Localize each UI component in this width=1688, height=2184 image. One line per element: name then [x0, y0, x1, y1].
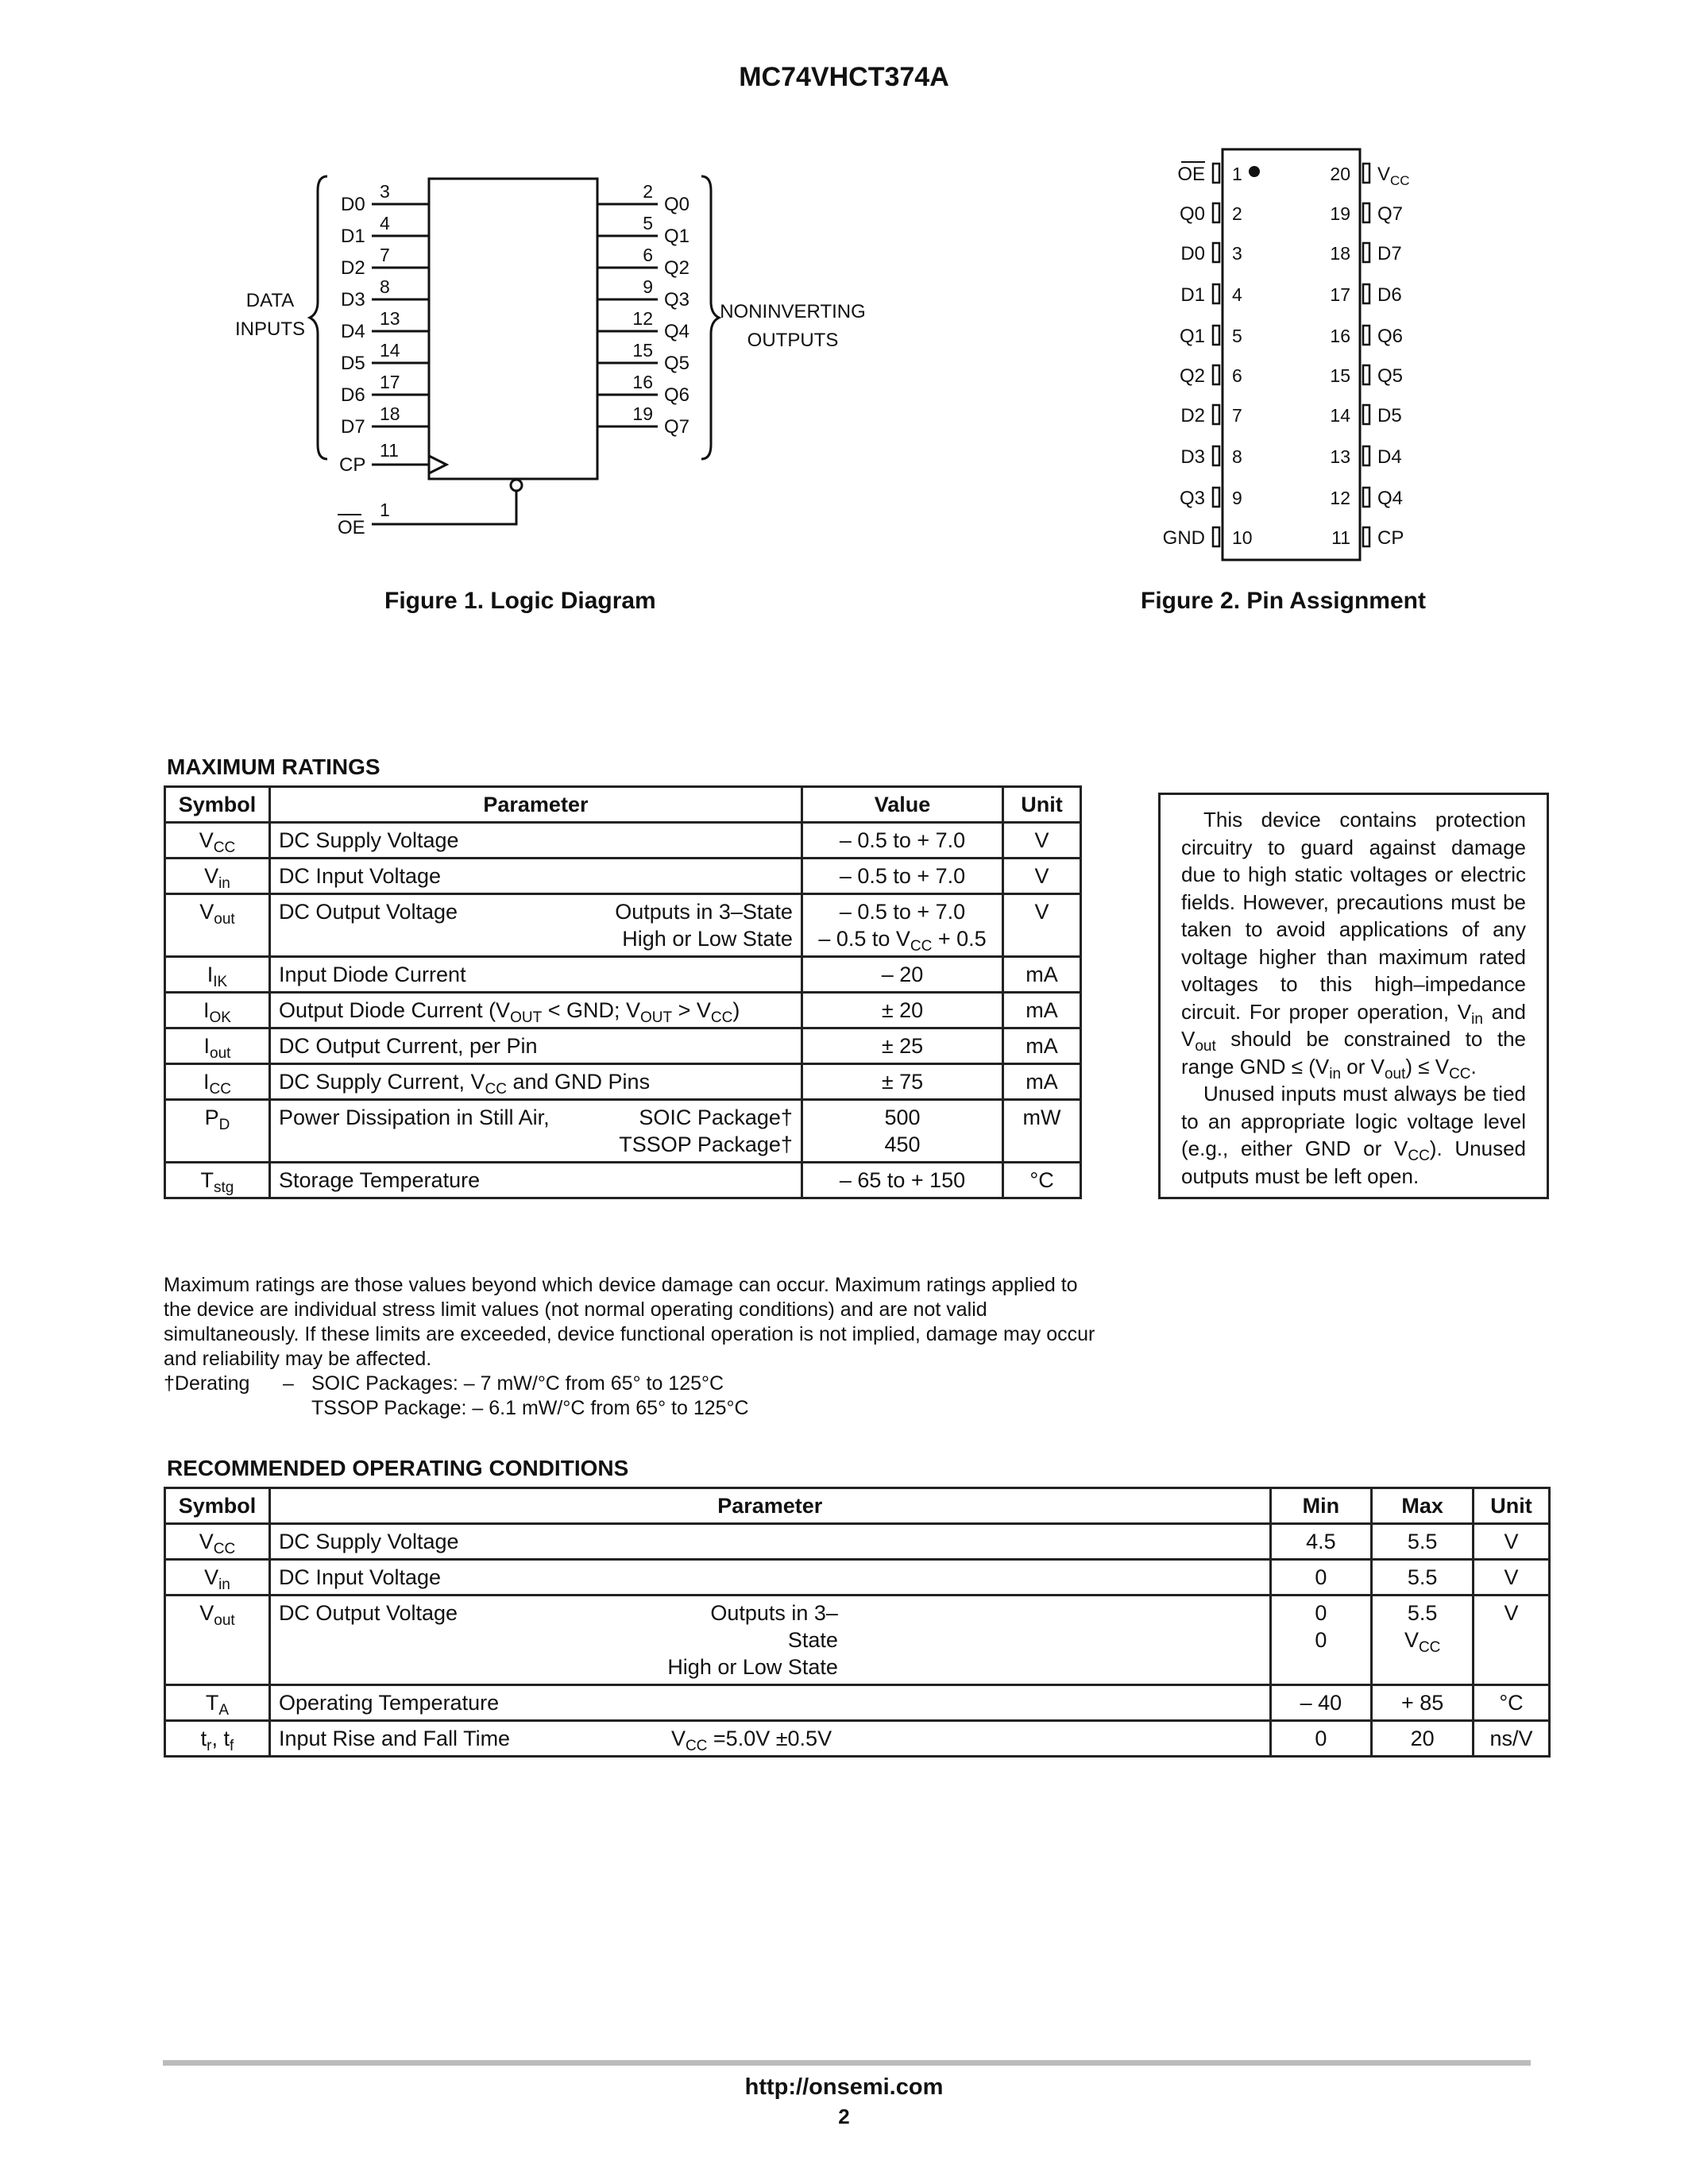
pin-tab-right	[1363, 365, 1369, 384]
esd-text: or V	[1341, 1054, 1385, 1078]
input-pin-number: 7	[380, 245, 390, 265]
condition-sub: CC	[685, 1738, 708, 1754]
figure2-caption: Figure 2. Pin Assignment	[1141, 588, 1426, 614]
pin-number-right: 20	[1330, 164, 1350, 184]
condition: High or Low State	[622, 927, 793, 951]
esd-sub: out	[1195, 1038, 1216, 1055]
output-pin-number: 19	[632, 403, 653, 424]
col-parameter: Parameter	[269, 787, 802, 823]
input-label: D1	[341, 226, 365, 247]
parameter: DC Output Voltage	[278, 1601, 458, 1625]
parameter: DC Output Current, per Pin	[269, 1028, 802, 1064]
pin-tab-left	[1213, 326, 1219, 345]
table-row	[165, 1100, 1081, 1163]
pin-label-right: Q7	[1377, 203, 1404, 225]
parameter: Power Dissipation in Still Air,	[278, 1106, 550, 1129]
unit: °C	[1003, 1163, 1081, 1198]
symbol: V	[204, 1565, 219, 1589]
parameter: )	[732, 998, 740, 1022]
pin-number-left: 2	[1232, 203, 1242, 224]
symbol-sub: IK	[213, 974, 228, 990]
value: – 65 to + 150	[802, 1163, 1002, 1198]
pin-label-right: D6	[1377, 284, 1402, 306]
symbol-sub: in	[218, 875, 230, 892]
condition: Outputs in 3–State	[710, 1601, 838, 1652]
esd-sub: in	[1471, 1010, 1483, 1028]
table-row	[165, 1524, 1550, 1560]
symbol: , t	[211, 1727, 230, 1750]
footer-divider	[163, 2060, 1531, 2066]
pin-label-left: Q3	[1179, 488, 1205, 509]
pin-label-left: D1	[1180, 284, 1205, 306]
value-sub: CC	[910, 938, 933, 955]
pin-number-right: 13	[1330, 446, 1350, 467]
pin-tab-left	[1213, 405, 1219, 424]
pin-tab-left	[1213, 284, 1219, 303]
input-pin-number: 8	[380, 276, 390, 297]
table-row	[165, 823, 1081, 859]
max-ratings-note	[164, 1273, 1101, 1421]
max: 20	[1372, 1721, 1474, 1757]
input-label: D6	[341, 384, 365, 406]
pin-number-right: 12	[1330, 488, 1350, 508]
esd-text: should be constrained to the range GND ≤ (V	[1181, 1027, 1526, 1078]
pin-label-left: GND	[1162, 527, 1205, 549]
unit: mA	[1003, 957, 1081, 993]
pin-number-left: 6	[1232, 365, 1242, 386]
max-ratings-heading: MAXIMUM RATINGS	[167, 754, 380, 779]
pin-number-right: 17	[1330, 284, 1350, 305]
parameter-sub: OUT	[510, 1009, 543, 1026]
symbol-sub: CC	[209, 1081, 231, 1098]
table-header-row	[165, 787, 1081, 823]
pin-tab-right	[1363, 405, 1369, 424]
pin-number-left: 7	[1232, 405, 1242, 426]
output-pin-number: 2	[643, 181, 653, 202]
pin-number-left: 3	[1232, 243, 1242, 264]
col-symbol: Symbol	[165, 787, 270, 823]
pin-label-right: D7	[1377, 243, 1402, 264]
pin-tab-left	[1213, 527, 1219, 546]
symbol: V	[199, 828, 214, 852]
parameter: DC Supply Voltage	[269, 1524, 1270, 1560]
input-pin-number: 14	[380, 340, 400, 361]
pin-label-right: D4	[1377, 446, 1402, 468]
pin-number-left: 4	[1232, 284, 1242, 305]
pin-label-left: OE	[1177, 164, 1205, 185]
value: ± 75	[802, 1064, 1002, 1100]
table-header-row	[165, 1488, 1550, 1524]
pin-tab-right	[1363, 527, 1369, 546]
table-row	[165, 1685, 1550, 1721]
esd-text: ) ≤ V	[1405, 1054, 1450, 1078]
parameter: Input Diode Current	[269, 957, 802, 993]
table-row	[165, 1596, 1550, 1685]
max: V	[1404, 1628, 1419, 1652]
pin-number-left: 9	[1232, 488, 1242, 508]
pin-number-right: 15	[1330, 365, 1350, 386]
condition: V	[670, 1727, 686, 1750]
table-row	[165, 1064, 1081, 1100]
symbol: T	[205, 1691, 219, 1715]
clock-pin-number: 11	[380, 440, 399, 461]
unit: °C	[1474, 1685, 1550, 1721]
symbol: I	[203, 1034, 211, 1058]
figure1-caption: Figure 1. Logic Diagram	[384, 588, 656, 614]
symbol: I	[203, 998, 210, 1022]
input-label: D2	[341, 257, 365, 279]
max: 5.5	[1407, 1601, 1438, 1625]
page-number: 2	[838, 2105, 850, 2128]
unit: mA	[1003, 993, 1081, 1028]
max: + 85	[1372, 1685, 1474, 1721]
output-pin-number: 12	[632, 308, 653, 329]
input-label: D4	[341, 321, 365, 342]
symbol: V	[199, 900, 214, 924]
value: 450	[884, 1133, 921, 1156]
output-label: Q1	[664, 226, 690, 247]
output-label: Q5	[664, 353, 690, 374]
output-label: Q0	[664, 194, 690, 215]
derating-dash: –	[283, 1372, 294, 1395]
enable-line	[372, 491, 516, 524]
symbol-sub: CC	[213, 839, 236, 856]
clock-label: CP	[339, 454, 366, 476]
min: 0	[1315, 1628, 1327, 1652]
parameter: < GND; V	[542, 998, 640, 1022]
condition: SOIC Package†	[639, 1106, 793, 1129]
parameter: Storage Temperature	[269, 1163, 802, 1198]
col-value: Value	[802, 787, 1002, 823]
output-pin-number: 9	[643, 276, 653, 297]
input-label: D0	[341, 194, 365, 215]
pin-number-left: 8	[1232, 446, 1242, 467]
unit: V	[1003, 823, 1081, 859]
value: – 0.5 to + 7.0	[839, 900, 966, 924]
unit: V	[1474, 1524, 1550, 1560]
pin-label-right: Q4	[1377, 488, 1404, 509]
parameter: DC Input Voltage	[269, 1560, 1270, 1596]
unit: mA	[1003, 1064, 1081, 1100]
col-unit: Unit	[1003, 787, 1081, 823]
value: 500	[884, 1106, 921, 1129]
esd-text: .	[1470, 1054, 1477, 1078]
table-row	[165, 859, 1081, 894]
input-pin-number: 13	[380, 308, 400, 329]
unit: V	[1474, 1596, 1550, 1685]
pin1-indicator-dot	[1249, 166, 1260, 177]
value: ± 20	[802, 993, 1002, 1028]
output-pin-number: 15	[632, 340, 653, 361]
input-pin-number: 18	[380, 403, 400, 424]
output-label: Q3	[664, 289, 690, 311]
table-row	[165, 993, 1081, 1028]
symbol: V	[199, 1530, 214, 1553]
pin-label-left: Q2	[1179, 365, 1205, 387]
pin-tab-right	[1363, 326, 1369, 345]
parameter: DC Input Voltage	[269, 859, 802, 894]
logic-diagram	[0, 151, 890, 707]
condition: =5.0V ±0.5V	[707, 1727, 832, 1750]
pin-number-right: 19	[1330, 203, 1350, 224]
symbol-sub: r	[207, 1738, 212, 1754]
unit: ns/V	[1474, 1721, 1550, 1757]
pin-number-right: 18	[1330, 243, 1350, 264]
table-row	[165, 1163, 1081, 1198]
parameter-sub: CC	[710, 1009, 733, 1026]
pin-tab-right	[1363, 243, 1369, 262]
pin-label-left: D0	[1180, 243, 1205, 264]
group-label-right: OUTPUTS	[747, 330, 839, 351]
value: – 0.5 to + 7.0	[802, 823, 1002, 859]
value: – 20	[802, 957, 1002, 993]
pin-number-left: 5	[1232, 326, 1242, 346]
esd-sub: out	[1384, 1065, 1406, 1082]
output-brace	[701, 176, 719, 459]
unit: mA	[1003, 1028, 1081, 1064]
pin-number-right: 11	[1331, 527, 1350, 548]
pin-label-right: CP	[1377, 527, 1404, 549]
parameter: Input Rise and Fall Time	[278, 1727, 511, 1750]
output-label: Q6	[664, 384, 690, 406]
col-min: Min	[1270, 1488, 1372, 1524]
output-pin-number: 5	[643, 213, 653, 233]
input-pin-number: 17	[380, 372, 400, 392]
condition: Outputs in 3–State	[615, 900, 793, 924]
esd-text: ). Unused outputs must be left open.	[1181, 1136, 1526, 1188]
footer-url[interactable]: http://onsemi.com	[744, 2074, 944, 2100]
table-row	[165, 1028, 1081, 1064]
symbol: T	[200, 1168, 214, 1192]
esd-sub: CC	[1408, 1148, 1430, 1164]
symbol: V	[204, 864, 219, 888]
pin-number-right: 14	[1330, 405, 1350, 426]
pin-number-right: 16	[1330, 326, 1350, 346]
pin-label-main: V	[1377, 164, 1391, 185]
derating-label: †Derating	[164, 1372, 250, 1395]
esd-text: This device contains protection circuitry to guard against damage due to high static voltages or electric fields. However, precautions must be taken to avoid applications of any voltage higher than maximum rated voltages to this high–impedance circuit. For proper operation, V	[1181, 808, 1526, 1024]
parameter: DC Supply Current, V	[278, 1070, 485, 1094]
input-label: D7	[341, 416, 365, 438]
symbol-sub: D	[218, 1117, 230, 1133]
pin-tab-right	[1363, 284, 1369, 303]
table-row	[165, 1560, 1550, 1596]
symbol: I	[207, 963, 214, 986]
clock-triangle	[429, 456, 446, 473]
group-label-left: DATA	[245, 290, 295, 311]
pin-label-right: D5	[1377, 405, 1402, 426]
output-pin-number: 6	[643, 245, 653, 265]
symbol-sub: A	[218, 1702, 230, 1719]
symbol-sub: f	[230, 1738, 234, 1754]
pin-label-left: D3	[1180, 446, 1205, 468]
output-pin-number: 16	[632, 372, 653, 392]
symbol-sub: out	[214, 1612, 235, 1629]
pin-tab-left	[1213, 164, 1219, 183]
table-row	[165, 957, 1081, 993]
pin-number-left: 10	[1232, 527, 1253, 548]
condition: TSSOP Package†	[619, 1133, 793, 1156]
enable-pin-number: 1	[380, 500, 390, 520]
value: ± 25	[802, 1028, 1002, 1064]
input-label: D3	[341, 289, 365, 311]
pin-tab-left	[1213, 488, 1219, 507]
table-row	[165, 1721, 1550, 1757]
parameter: DC Output Voltage	[278, 900, 458, 924]
input-label: D5	[341, 353, 365, 374]
pin-label-right: Q6	[1377, 326, 1404, 347]
value: – 0.5 to + 7.0	[802, 859, 1002, 894]
esd-text: Unused inputs must always be tied to an appropriate logic voltage level (e.g., either GND or V	[1181, 1082, 1526, 1160]
page-title: MC74VHCT374A	[739, 62, 949, 92]
register-body	[429, 179, 597, 479]
col-parameter: Parameter	[269, 1488, 1270, 1524]
symbol-sub: out	[210, 1045, 231, 1062]
pin-label-left: D2	[1180, 405, 1205, 426]
parameter-sub: OUT	[639, 1009, 673, 1026]
col-unit: Unit	[1474, 1488, 1550, 1524]
symbol: P	[204, 1106, 219, 1129]
pin-label-right	[1377, 164, 1410, 188]
symbol-sub: CC	[213, 1541, 236, 1557]
min: 0	[1270, 1721, 1372, 1757]
pin-tab-left	[1213, 243, 1219, 262]
max: 5.5	[1372, 1560, 1474, 1596]
symbol-sub: stg	[214, 1179, 234, 1196]
max-sub: CC	[1418, 1639, 1441, 1656]
min: 4.5	[1270, 1524, 1372, 1560]
symbol-sub: in	[218, 1576, 230, 1593]
esd-caution-box	[1158, 793, 1549, 1199]
min: 0	[1270, 1560, 1372, 1596]
parameter: Operating Temperature	[269, 1685, 1270, 1721]
pin-tab-left	[1213, 446, 1219, 465]
group-label-right: NONINVERTING	[720, 301, 866, 322]
col-max: Max	[1372, 1488, 1474, 1524]
pin-tab-right	[1363, 446, 1369, 465]
table-row	[165, 894, 1081, 957]
enable-bubble	[511, 480, 522, 491]
value: + 0.5	[932, 927, 987, 951]
derating-tssop: TSSOP Package: – 6.1 mW/°C from 65° to 125°C	[311, 1397, 749, 1419]
rec-conditions-table	[164, 1487, 1551, 1758]
pin-tab-left	[1213, 365, 1219, 384]
pin-label-left: Q1	[1179, 326, 1205, 347]
condition: High or Low State	[667, 1655, 838, 1679]
input-pin-number: 3	[380, 181, 390, 202]
pin-tab-right	[1363, 203, 1369, 222]
unit: V	[1474, 1560, 1550, 1596]
parameter-sub: CC	[485, 1081, 507, 1098]
esd-sub: in	[1329, 1065, 1342, 1082]
esd-text: and V	[1181, 999, 1526, 1051]
rec-conditions-heading: RECOMMENDED OPERATING CONDITIONS	[167, 1456, 629, 1480]
unit: V	[1003, 859, 1081, 894]
esd-sub: CC	[1449, 1065, 1471, 1082]
pin-label-right: Q5	[1377, 365, 1404, 387]
symbol-sub: out	[214, 911, 235, 928]
pin-tab-left	[1213, 203, 1219, 222]
pin-tab-right	[1363, 488, 1369, 507]
parameter: > V	[672, 998, 711, 1022]
parameter: Output Diode Current (V	[278, 998, 511, 1022]
max: 5.5	[1372, 1524, 1474, 1560]
pin-tab-right	[1363, 164, 1369, 183]
parameter: and GND Pins	[507, 1070, 651, 1094]
value: – 0.5 to V	[818, 927, 910, 951]
derating-soic: SOIC Packages: – 7 mW/°C from 65° to 125°C	[311, 1372, 724, 1395]
esd-paragraph-2	[1181, 1080, 1526, 1190]
input-pin-number: 4	[380, 213, 390, 233]
output-label: Q2	[664, 257, 690, 279]
symbol: I	[203, 1070, 210, 1094]
pin-label-sub: CC	[1390, 173, 1410, 188]
unit: mW	[1003, 1100, 1081, 1163]
note-text: Maximum ratings are those values beyond which device damage can occur. Maximum ratings applied to the device are individual stress limit values (not normal operating conditions) and are not valid simultaneously. If these limits are exceeded, device functional operation is not implied, damage may occur and reliability may be affected.	[164, 1274, 1095, 1370]
symbol-sub: OK	[209, 1009, 231, 1026]
input-brace	[310, 176, 327, 459]
symbol: t	[200, 1727, 207, 1750]
output-label: Q7	[664, 416, 690, 438]
max-ratings-table	[164, 785, 1082, 1199]
min: – 40	[1270, 1685, 1372, 1721]
parameter: DC Supply Voltage	[269, 823, 802, 859]
pin-number-left: 1	[1232, 164, 1242, 184]
col-symbol: Symbol	[165, 1488, 270, 1524]
esd-paragraph-1	[1181, 806, 1526, 1080]
group-label-left: INPUTS	[234, 318, 306, 340]
min: 0	[1315, 1601, 1327, 1625]
output-label: Q4	[664, 321, 690, 342]
symbol: V	[199, 1601, 214, 1625]
pin-assignment-diagram	[1128, 135, 1684, 564]
enable-label: OE	[338, 517, 365, 538]
unit: V	[1003, 894, 1081, 957]
pin-label-left: Q0	[1179, 203, 1205, 225]
